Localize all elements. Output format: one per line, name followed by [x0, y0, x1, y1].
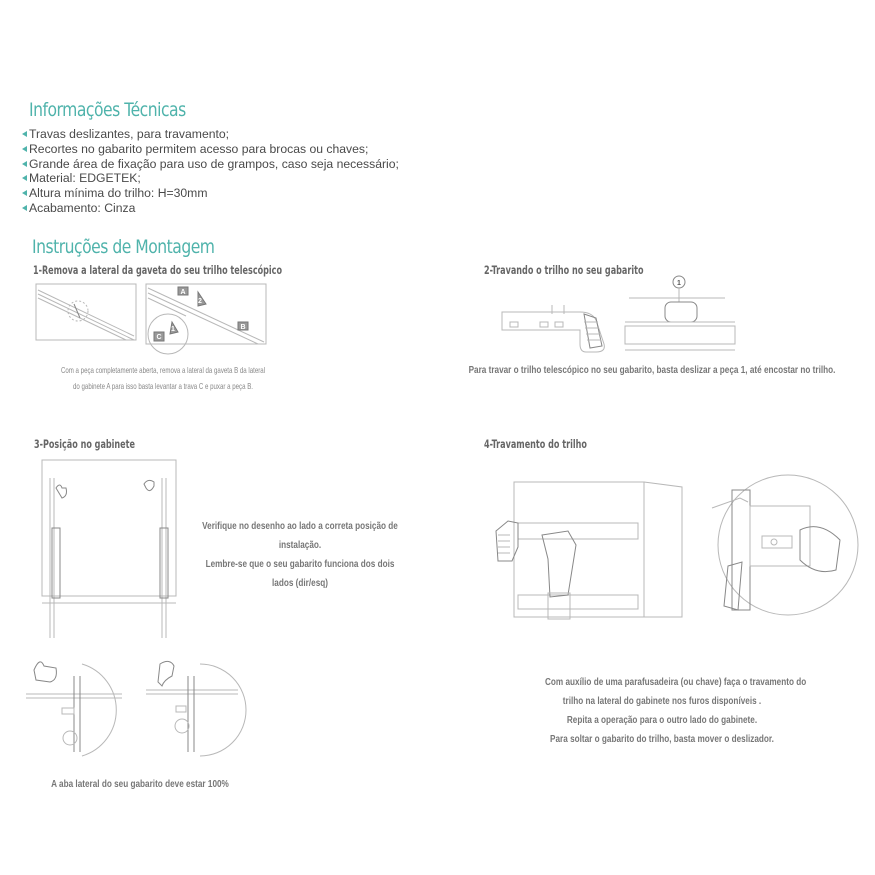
step-4-caption: Com auxílio de uma parafusadeira (ou chave) faça o travamento do trilho na lateral do gabinete nos furos disponíveis . Repita a operação para o outro lado do gabinete. Para soltar o gabarito do trilho, basta mover o deslizador.	[545, 676, 807, 745]
step-2-caption: Para travar o trilho telescópico no seu gabarito, basta deslizar a peça 1, até encostar no trilho.	[468, 364, 836, 376]
step-1-caption: Com a peça completamente aberta, remova a lateral da gaveta B da lateral do gabinete A para isso basta levantar a trava C e puxar a peça B.	[60, 365, 266, 391]
label-1: 1	[171, 326, 175, 333]
line-art-stroke	[644, 482, 682, 617]
line-art-stroke	[555, 322, 563, 327]
thumbs-up-icon	[34, 662, 56, 682]
step-3-illustration-cabinet	[42, 458, 182, 643]
line-art-stroke	[38, 294, 134, 340]
line-art-stroke	[52, 528, 60, 598]
line-art-stroke	[724, 562, 742, 610]
line-art-stroke	[502, 312, 604, 352]
label-c: C	[156, 334, 162, 341]
line-art-stroke	[200, 664, 246, 756]
label-a: A	[180, 289, 186, 296]
line-art-stroke	[732, 490, 750, 610]
triangle-left-icon	[22, 146, 27, 152]
thumbs-up-icon	[56, 485, 67, 498]
list-item: Material: EDGETEK;	[22, 171, 399, 186]
step-2-title: 2-Travando o trilho no seu gabarito	[484, 263, 644, 277]
line-art-stroke	[148, 288, 264, 342]
line-art-stroke	[518, 523, 638, 539]
label-b: B	[240, 324, 246, 331]
label-1: 1	[677, 280, 681, 287]
list-item: Acabamento: Cinza	[22, 201, 399, 216]
step-1-title: 1-Remova a lateral da gaveta do seu trilho telescópico	[33, 263, 283, 277]
technical-info-title: Informações Técnicas	[29, 99, 186, 121]
line-art-stroke	[42, 460, 176, 596]
step-2-illustration-jig	[500, 300, 610, 355]
line-art-stroke	[540, 322, 548, 327]
step-1-illustration-removal	[146, 284, 268, 349]
step-4-illustration-detail	[708, 470, 848, 625]
thumbs-down-icon	[158, 661, 174, 686]
list-item: Altura mínima do trilho: H=30mm	[22, 186, 399, 201]
line-art-stroke	[160, 528, 168, 598]
triangle-left-icon	[22, 161, 27, 167]
assembly-title: Instruções de Montagem	[32, 236, 215, 258]
line-art-stroke	[771, 539, 777, 545]
step-3-detail-incorrect	[142, 656, 242, 756]
label-2: 2	[198, 298, 202, 305]
line-art-stroke	[665, 302, 697, 322]
line-art-stroke	[514, 482, 644, 617]
line-art-stroke	[36, 284, 136, 340]
line-art-stroke	[800, 527, 840, 572]
line-art-stroke	[148, 298, 186, 316]
line-art-stroke	[38, 290, 134, 336]
line-art-stroke	[38, 298, 126, 340]
step-4-title: 4-Travamento do trilho	[484, 437, 587, 451]
line-art-stroke	[510, 322, 518, 327]
line-art-stroke	[518, 595, 638, 609]
line-art-stroke	[625, 326, 735, 344]
triangle-left-icon	[22, 190, 27, 196]
step-3-detail-caption: A aba lateral do seu gabarito deve estar 100%	[51, 778, 229, 790]
list-item: Grande área de fixação para uso de grampos, caso seja necessário;	[22, 157, 399, 172]
line-art-stroke	[62, 708, 74, 714]
line-art-stroke	[68, 301, 88, 321]
step-1-illustration-rail	[36, 284, 138, 342]
step-4-illustration-drill	[488, 475, 688, 625]
step-2-illustration-slider	[625, 274, 740, 354]
step-3-detail-correct	[26, 656, 126, 756]
triangle-left-icon	[22, 175, 27, 181]
line-art-stroke	[542, 531, 576, 597]
triangle-left-icon	[22, 131, 27, 137]
list-item: Travas deslizantes, para travamento;	[22, 127, 399, 142]
line-art-stroke	[63, 731, 77, 745]
thumbs-down-icon	[144, 480, 154, 490]
line-art-stroke	[175, 719, 189, 733]
line-art-stroke	[82, 664, 116, 756]
step-3-caption: Verifique no desenho ao lado a correta posição de instalação. Lembre-se que o seu gabarito funciona dos dois lados (dir/esq)	[202, 520, 398, 589]
list-item: Recortes no gabarito permitem acesso para brocas ou chaves;	[22, 142, 399, 157]
step-3-title: 3-Posição no gabinete	[34, 437, 135, 451]
triangle-left-icon	[22, 205, 27, 211]
technical-info-list	[22, 127, 399, 216]
line-art-stroke	[176, 706, 186, 712]
